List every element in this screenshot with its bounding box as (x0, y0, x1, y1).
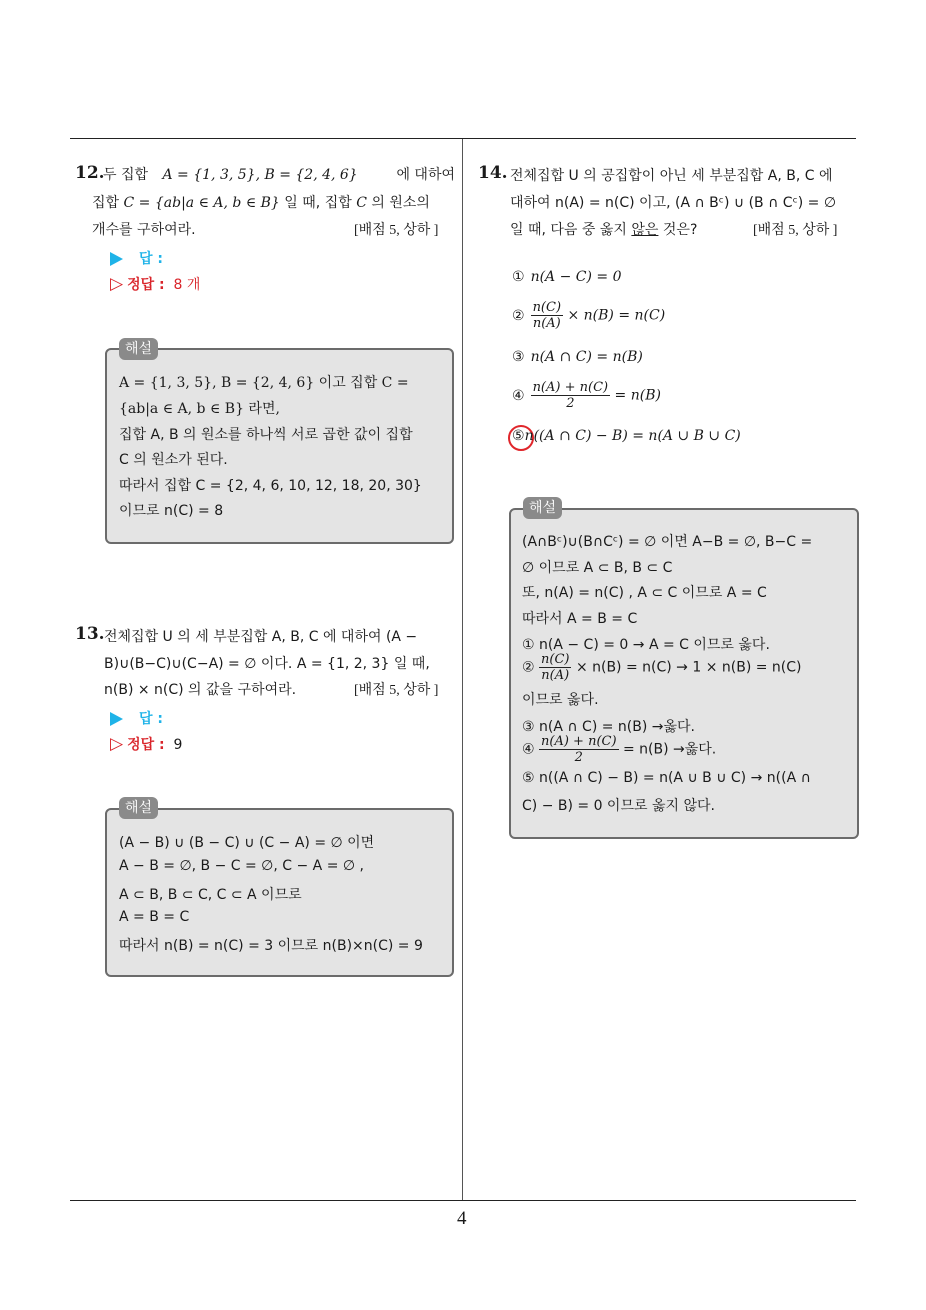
choice-2[interactable] (512, 300, 665, 331)
exp14-line-2 (522, 652, 802, 683)
question-12-meta: [배점 5, 상하 ] (354, 223, 439, 238)
exp12-line: A = {1, 3, 5}, B = {2, 4, 6} 이고 집합 C = (119, 375, 409, 391)
exp14-line: 따라서 A = B = C (522, 611, 638, 627)
q12-text: 일 때, 집합 (284, 195, 352, 211)
choice-text: × n(B) = n(C) (567, 307, 666, 324)
question-13-line-3: n(B) × n(C) 의 값을 구하여라. (104, 682, 297, 698)
question-13-line-2: B)∪(B−C)∪(C−A) = ∅ 이다. A = {1, 2, 3} 일 때, (104, 656, 430, 672)
correct-value: 8 개 (173, 277, 201, 293)
exp13-line: A − B = ∅, B − C = ∅, C − A = ∅ , (119, 858, 364, 874)
correct-answer-row (110, 274, 200, 294)
choice-4[interactable] (512, 380, 661, 411)
exp14-line: ① n(A − C) = 0 → A = C 이므로 옳다. (522, 637, 770, 653)
question-14-line-2: 대하여 n(A) = n(C) 이고, (A ∩ Bᶜ) ∪ (B ∩ Cᶜ) = ∅ (510, 195, 837, 211)
outline-triangle-icon: ▷ (110, 274, 124, 294)
q12-set-c: C = {ab|a ∈ A, b ∈ B} (123, 195, 280, 211)
q12-set-a: A = {1, 3, 5} (162, 167, 256, 183)
q14-underlined: 않은 (631, 222, 659, 238)
choice-number: ④ (522, 741, 535, 758)
exp14-line: ⑤ n((A ∩ C) − B) = n(A ∪ B ∪ C) → n((A ∩ (522, 770, 811, 786)
explanation-tag: 해설 (119, 797, 158, 819)
fraction (531, 380, 611, 411)
choice-text: n(A − C) = 0 (530, 269, 622, 285)
choice-text: = n(B) (614, 387, 661, 404)
exp12-line: 따라서 집합 C = {2, 4, 6, 10, 12, 18, 20, 30} (119, 478, 422, 494)
choice-number: ② (522, 659, 535, 676)
fraction-denominator: 2 (574, 750, 583, 765)
q14-text: 일 때, 다음 중 옳지 (510, 222, 627, 238)
question-12-line-3: 개수를 구하여라. (92, 222, 196, 238)
fraction-numerator: n(A) + n(C) (541, 734, 617, 749)
exp12-line: 이므로 n(C) = 8 (119, 503, 224, 519)
q12-text: 두 집합 (103, 167, 149, 183)
bottom-rule (70, 1200, 856, 1201)
exp13-line: A ⊂ B, B ⊂ C, C ⊂ A 이므로 (119, 887, 302, 903)
page-number: 4 (457, 1208, 467, 1229)
question-12-line-1 (103, 164, 455, 184)
choice-number: ① (512, 269, 525, 285)
play-triangle-icon (110, 252, 123, 266)
exp14-line: 또, n(A) = n(C) , A ⊂ C 이므로 A = C (522, 585, 767, 601)
exp14-line: ∅ 이므로 A ⊂ B, B ⊂ C (522, 560, 673, 576)
top-rule (70, 138, 856, 139)
q12-text: 에 대하여 (396, 167, 455, 183)
outline-triangle-icon: ▷ (110, 734, 124, 754)
question-14-line-1: 전체집합 U 의 공집합이 아닌 세 부분집합 A, B, C 에 (510, 168, 833, 184)
exp13-line: 따라서 n(B) = n(C) = 3 이므로 n(B)×n(C) = 9 (119, 938, 423, 954)
exp13-line: A = B = C (119, 909, 190, 925)
fraction-numerator: n(C) (541, 652, 570, 667)
question-12-line-2 (92, 192, 430, 212)
exp14-line: ③ n(A ∩ C) = n(B) →옳다. (522, 719, 696, 735)
question-13-number: 13. (75, 624, 105, 644)
fraction (531, 300, 563, 331)
q14-text: 것은? (662, 222, 698, 238)
choice-number: ③ (512, 349, 525, 365)
exp12-line: C 의 원소가 된다. (119, 452, 228, 468)
exp14-text: × n(B) = n(C) → 1 × n(B) = n(C) (575, 659, 802, 676)
exp14-line: 이므로 옳다. (522, 692, 599, 708)
play-triangle-icon (110, 712, 123, 726)
fraction-denominator: 2 (566, 396, 575, 411)
exp12-line: 집합 A, B 의 원소를 하나씩 서로 곱한 값이 집합 (119, 427, 413, 443)
correct-label: 정답 : (127, 737, 165, 753)
question-14-meta: [배점 5, 상하 ] (753, 223, 838, 238)
q12-text: 의 원소의 (371, 195, 430, 211)
exp14-line-4 (522, 734, 716, 765)
fraction-denominator: n(A) (532, 316, 561, 331)
choice-text: n((A ∩ C) − B) = n(A ∪ B ∪ C) (524, 428, 741, 444)
choice-3[interactable] (512, 349, 643, 365)
question-13-line-1: 전체집합 U 의 세 부분집합 A, B, C 에 대하여 (A − (104, 629, 418, 645)
column-divider (462, 139, 463, 1201)
fraction-numerator: n(A) + n(C) (532, 380, 609, 395)
correct-value: 9 (173, 737, 183, 753)
choice-text: n(A ∩ C) = n(B) (530, 349, 643, 365)
answer-row (110, 708, 163, 728)
fraction-denominator: n(A) (541, 668, 570, 683)
choice-5[interactable] (512, 428, 741, 444)
exp13-line: (A − B) ∪ (B − C) ∪ (C − A) = ∅ 이면 (119, 835, 375, 851)
answer-row (110, 248, 163, 268)
question-12-number: 12. (75, 163, 105, 183)
choice-1[interactable] (512, 269, 622, 285)
question-13-meta: [배점 5, 상하 ] (354, 683, 439, 698)
exp12-line: {ab|a ∈ A, b ∈ B} 라면, (119, 401, 280, 417)
question-14-line-3 (510, 219, 697, 239)
correct-label: 정답 : (127, 277, 165, 293)
q12-c: C (356, 195, 367, 211)
exp14-line: C) − B) = 0 이므로 옳지 않다. (522, 798, 715, 814)
answer-label: 답 : (139, 251, 163, 267)
q12-set-b: , B = {2, 4, 6} (255, 167, 358, 183)
answer-label: 답 : (139, 711, 163, 727)
exp14-line: (A∩Bᶜ)∪(B∩Cᶜ) = ∅ 이면 A−B = ∅, B−C = (522, 534, 813, 550)
fraction-numerator: n(C) (532, 300, 562, 315)
explanation-tag: 해설 (119, 338, 158, 360)
choice-number: ② (512, 307, 525, 324)
explanation-tag: 해설 (523, 497, 562, 519)
fraction (539, 652, 571, 683)
q12-text: 집합 (92, 195, 120, 211)
correct-answer-row (110, 734, 182, 754)
choice-number: ④ (512, 387, 525, 404)
exp14-text: = n(B) →옳다. (623, 741, 717, 758)
choice-number: ⑤ (512, 428, 525, 444)
question-14-number: 14. (478, 163, 508, 183)
fraction (539, 734, 619, 765)
